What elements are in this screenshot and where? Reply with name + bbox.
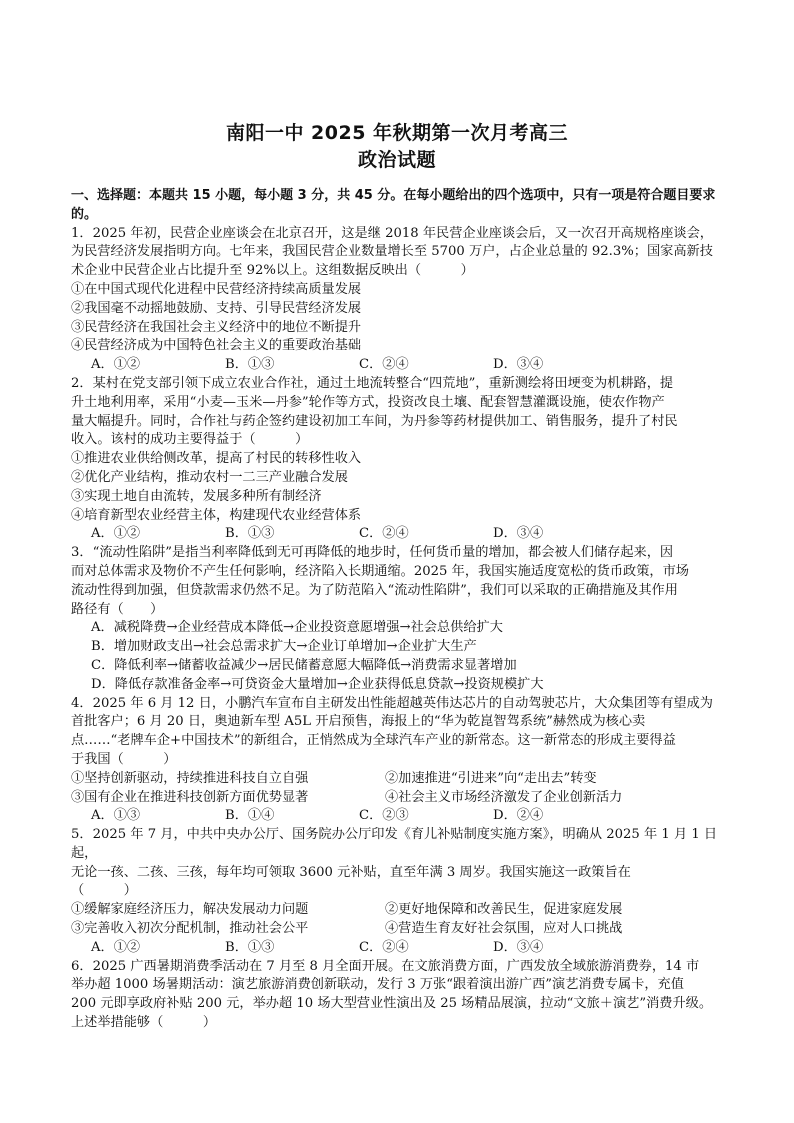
statement: ①坚持创新驱动，持续推进科技自立自强 — [71, 770, 309, 786]
question-5 — [71, 826, 725, 958]
question-stem-line: 而对总体需求及物价不产生任何影响，经济陷入长期通缩。2025 年，我国实施适度宽松的货币政策，市场 — [71, 563, 689, 579]
choice-c: C．②④ — [359, 357, 409, 373]
choice-b: B．①③ — [225, 357, 275, 373]
statement: ①在中国式现代化进程中民营经济持续高质量发展 — [71, 281, 362, 297]
choice-c: C．②④ — [359, 526, 409, 542]
choice-b: B．①③ — [225, 939, 275, 955]
section-header: 一、选择题：本题共 15 小题，每小题 3 分，共 45 分。在每小题给出的四个选项中，只有一项是符合题目要求的。 — [71, 188, 716, 222]
question-stem-line: 举办超 1000 场暑期活动：演艺旅游消费创新联动，发行 3 万张“跟着演出游广西”演艺消费专属卡，充值 — [71, 977, 684, 993]
question-stem-line: 4．2025 年 6 月 12 日，小鹏汽车宣布自主研发出性能超越英伟达芯片的自动驾驶芯片，大众集团等有望成为 — [71, 695, 713, 711]
statement: ③完善收入初次分配机制，推动社会公平 — [71, 921, 309, 937]
question-stem-line: 点……“老牌车企+中国技术”的新组合，正悄然成为全球汽车产业的新常态。这一新常态的形成主要得益 — [71, 733, 676, 749]
answer-choices — [71, 807, 725, 826]
question-stem-line: 无论一孩、二孩、三孩，每年均可领取 3600 元补贴，直至年满 3 周岁。我国实施这一政策旨在 — [71, 864, 631, 880]
statement: ①推进农业供给侧改革，提高了村民的转移性收入 — [71, 451, 362, 467]
question-stem-line: 路径有（ ） — [71, 601, 164, 617]
question-stem-line: 量大幅提升。同时，合作社与药企签约建设初加工车间，为丹参等药材提供加工、销售服务，提升了村民 — [71, 413, 678, 429]
option-c: C．降低利率→储蓄收益减少→居民储蓄意愿大幅降低→消费需求显著增加 — [91, 657, 517, 673]
statement-row — [71, 770, 725, 789]
option-b: B．增加财政支出→社会总需求扩大→企业订单增加→企业扩大生产 — [91, 639, 477, 655]
choice-b: B．①③ — [225, 526, 275, 542]
choice-d: D．③④ — [493, 526, 544, 542]
question-stem-line: 收入。该村的成功主要得益于（ ） — [71, 432, 309, 448]
question-stem-line: 为民营经济发展指明方向。七年来，我国民营企业数量增长至 5700 万户，占企业总量的 92.3%；国家高新技 — [71, 244, 713, 260]
statement: ④社会主义市场经济激发了企业创新活力 — [385, 789, 623, 805]
statement: ④民营经济成为中国特色社会主义的重要政治基础 — [71, 338, 362, 354]
statement: ④营造生育友好社会氛围，应对人口挑战 — [385, 921, 623, 937]
answer-choices — [71, 525, 725, 544]
question-stem-line: 2．某村在党支部引领下成立农业合作社，通过土地流转整合“四荒地”，重新测绘将田埂变为机耕路，提 — [71, 375, 674, 391]
statement-row — [71, 901, 725, 920]
question-stem-line: 200 元即享政府补贴 200 元，举办超 10 场大型营业性演出及 25 场精品展演，拉动“文旅＋演艺”消费升级。 — [71, 996, 713, 1012]
question-stem-line: 3．“流动性陷阱”是指当利率降低到无可再降低的地步时，任何货币量的增加，都会被人们储存起来，因 — [71, 545, 674, 561]
option-d: D．降低存款准备金率→可贷资金大量增加→企业获得低息贷款→投资规模扩大 — [91, 676, 544, 692]
statement: ③实现土地自由流转，发展多种所有制经济 — [71, 488, 322, 504]
statement: ①缓解家庭经济压力，解决发展动力问题 — [71, 902, 309, 918]
question-stem-line: 于我国（ ） — [71, 751, 177, 767]
answer-choices — [71, 356, 725, 375]
question-6 — [71, 958, 725, 1033]
question-stem-line: 6．2025 广西暑期消费季活动在 7 月至 8 月全面开展。在文旅消费方面，广西发放全域旅游消费券，14 市 — [71, 958, 700, 974]
statement-row — [71, 920, 725, 939]
statement: ②优化产业结构，推动农村一二三产业融合发展 — [71, 469, 348, 485]
question-stem-line: 5．2025 年 7 月，中共中央办公厅、国务院办公厅印发《育儿补贴制度实施方案》，明确从 2025 年 1 月 1 日起， — [71, 827, 718, 861]
option-a: A．减税降费→企业经营成本降低→企业投资意愿增强→社会总供给扩大 — [91, 620, 503, 636]
statement: ②加速推进“引进来”向“走出去”转变 — [385, 770, 597, 786]
answer-choices — [71, 939, 725, 958]
exam-content — [71, 187, 725, 1033]
statement: ③国有企业在推进科技创新方面优势显著 — [71, 789, 309, 805]
statement: ②我国毫不动摇地鼓励、支持、引导民营经济发展 — [71, 300, 362, 316]
exam-title: 南阳一中 2025 年秋期第一次月考高三 — [225, 122, 569, 144]
choice-a: A．①② — [91, 357, 141, 373]
statement: ④培育新型农业经营主体，构建现代农业经营体系 — [71, 507, 362, 523]
choice-d: D．③④ — [493, 939, 544, 955]
question-stem-line: 上述举措能够（ ） — [71, 1015, 217, 1031]
statement: ③民营经济在我国社会主义经济中的地位不断提升 — [71, 319, 362, 335]
choice-d: D．②④ — [493, 808, 544, 824]
question-stem-line: 流动性得到加强，但贷款需求仍然不足。为了防范陷入“流动性陷阱”，我们可以采取的正确措施及其作用 — [71, 582, 678, 598]
choice-a: A．①② — [91, 526, 141, 542]
question-stem-line: 术企业中民营企业占比提升至 92%以上。这组数据反映出（ ） — [71, 263, 474, 279]
question-1 — [71, 225, 725, 375]
question-2 — [71, 375, 725, 544]
question-stem-line: 1．2025 年初，民营企业座谈会在北京召开，这是继 2018 年民营企业座谈会后，又一次召开高规格座谈会， — [71, 225, 713, 241]
question-3 — [71, 544, 725, 694]
question-stem-line: 首批客户；6 月 20 日，奥迪新车型 A5L 开启预售，海报上的“华为乾崑智驾系统”赫然成为核心卖 — [71, 714, 646, 730]
question-stem-line: 升土地利用率，采用“小麦—玉米—丹参”轮作等方式，投资改良土壤、配套智慧灌溉设施，使农作物产 — [71, 394, 665, 410]
choice-c: C．②④ — [359, 939, 409, 955]
choice-a: A．①③ — [91, 808, 141, 824]
choice-a: A．①② — [91, 939, 141, 955]
choice-d: D．③④ — [493, 357, 544, 373]
question-4 — [71, 695, 725, 827]
choice-c: C．②③ — [359, 808, 409, 824]
choice-b: B．①④ — [225, 808, 275, 824]
exam-subtitle: 政治试题 — [357, 149, 436, 171]
statement: ②更好地保障和改善民生，促进家庭发展 — [385, 902, 623, 918]
question-stem-line: （ ） — [71, 883, 137, 899]
statement-row — [71, 789, 725, 808]
